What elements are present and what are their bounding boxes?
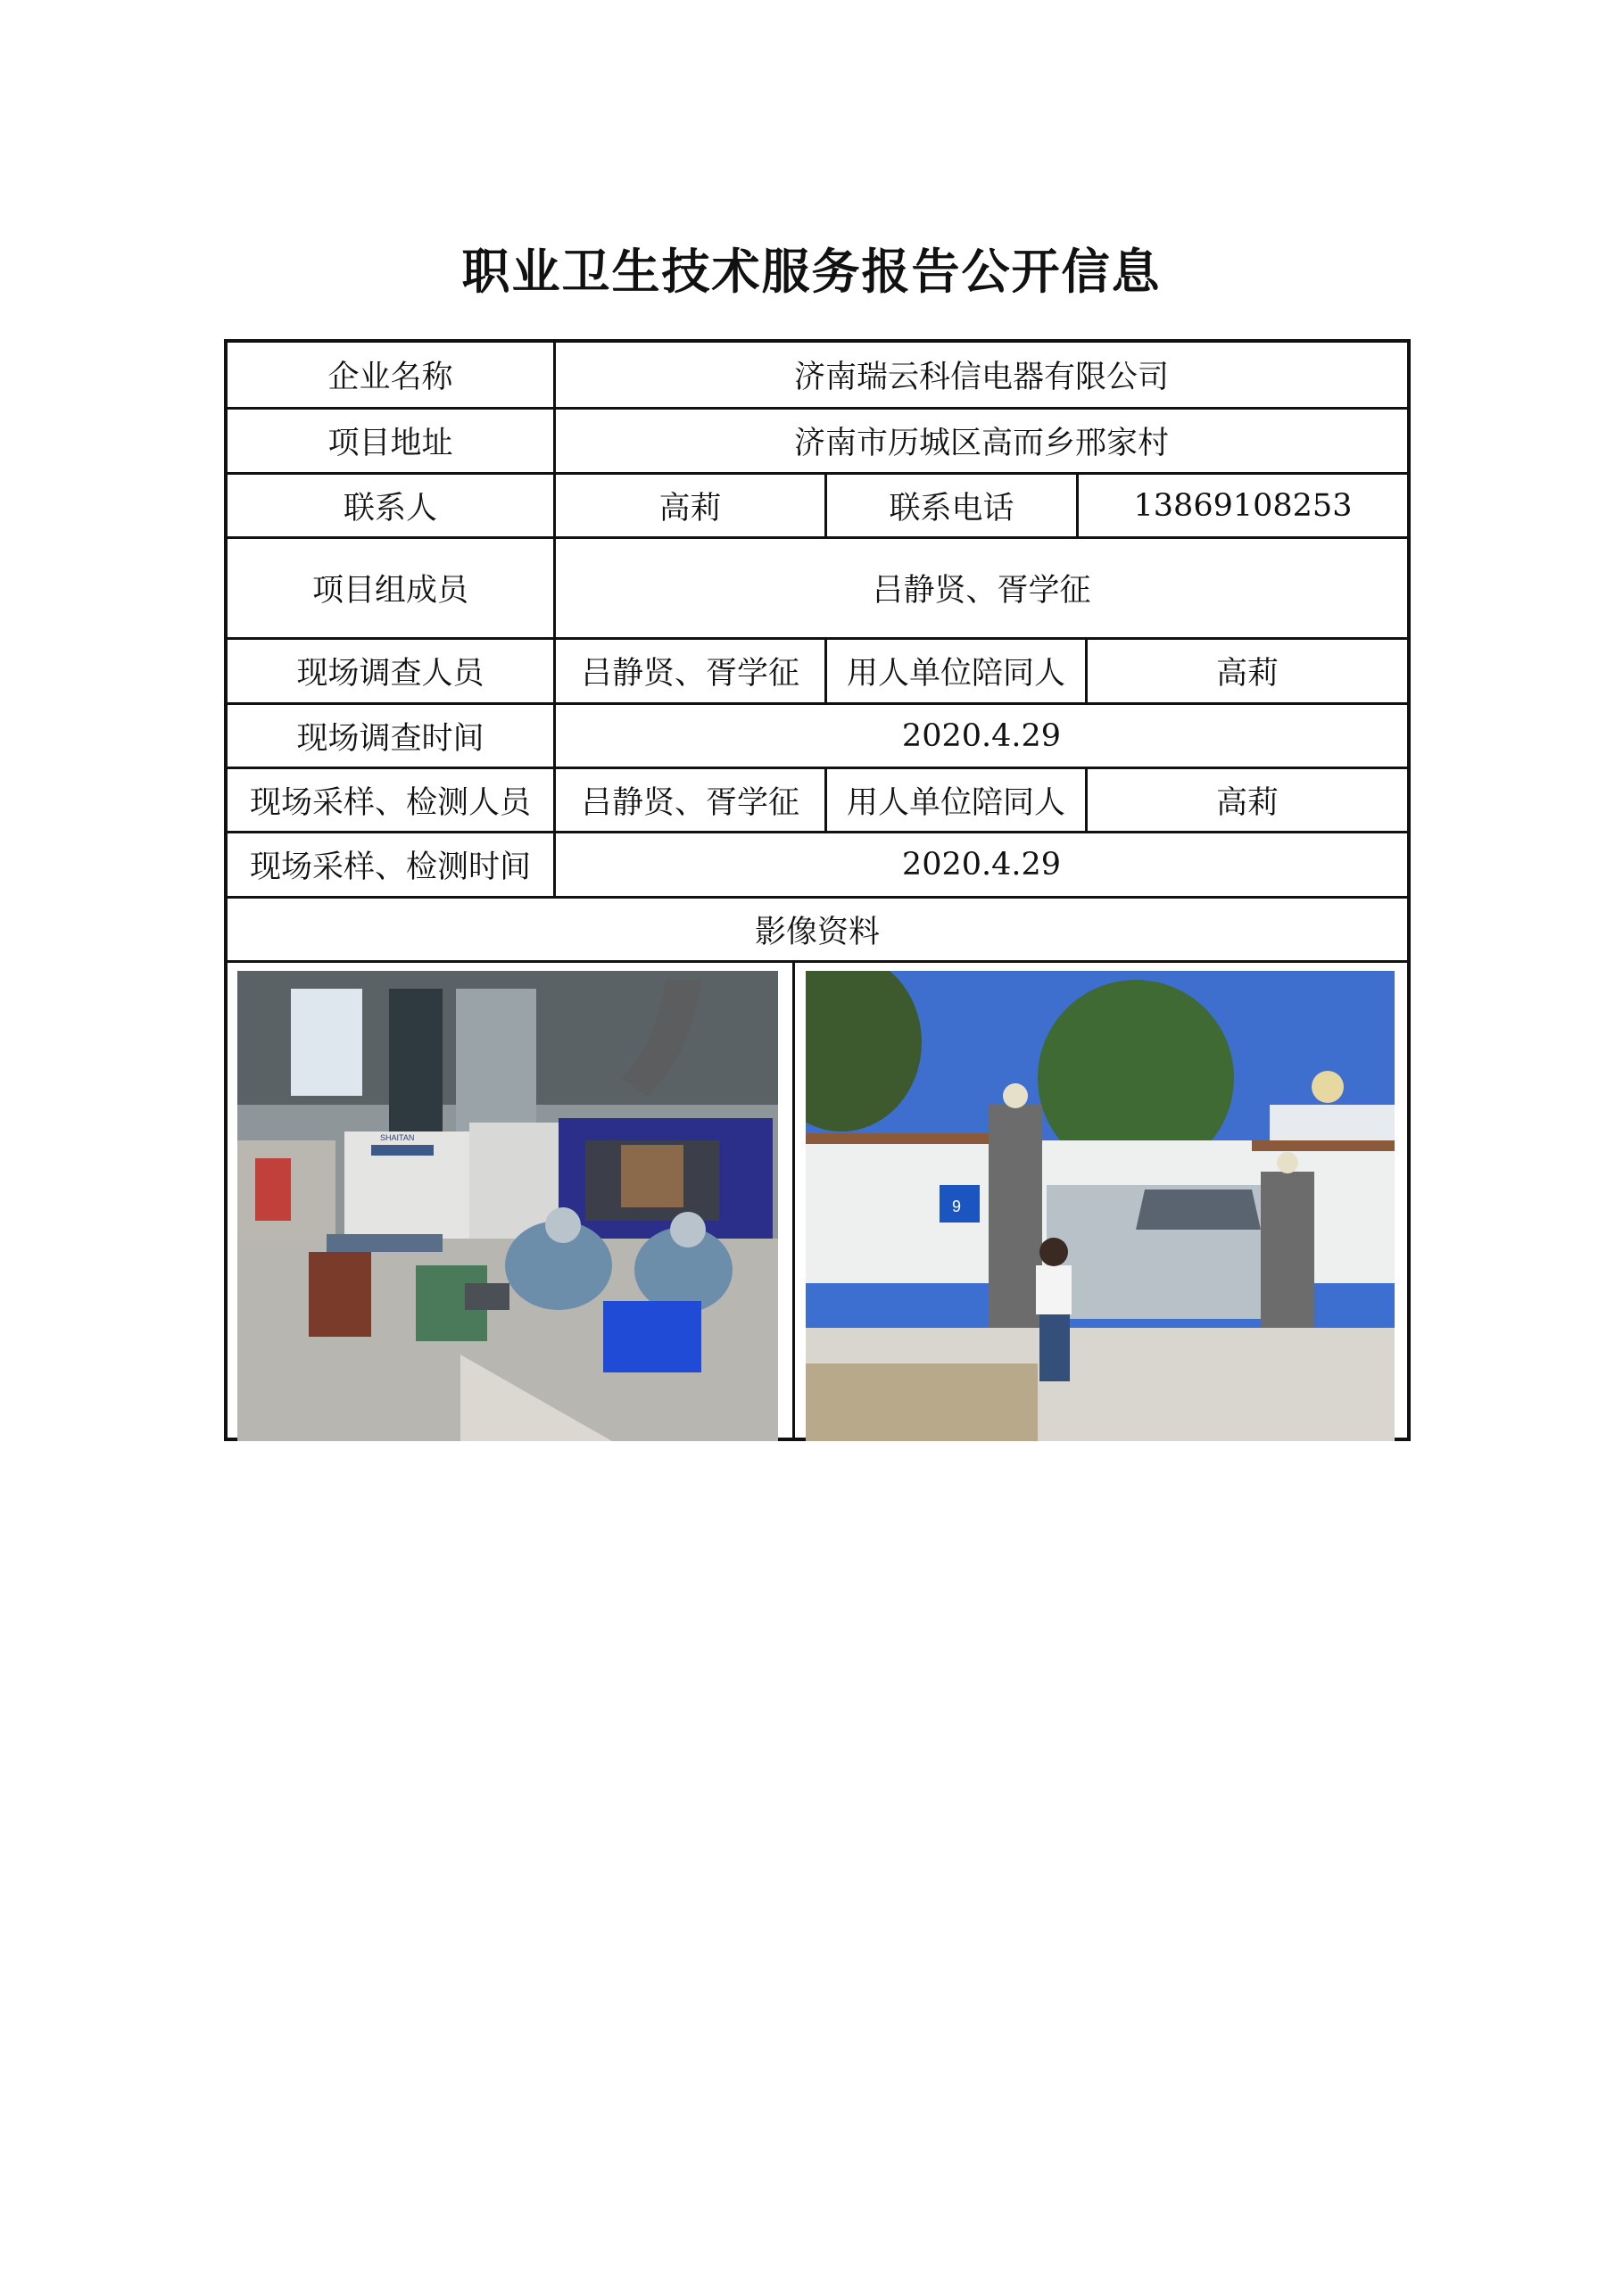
contact-label: 联系人 — [343, 490, 437, 526]
sampling-time-value: 2020.4.29 — [901, 847, 1062, 883]
company-value: 济南瑞云科信电器有限公司 — [793, 360, 1169, 395]
house-number: 9 — [952, 1198, 962, 1215]
survey-time-label: 现场调查时间 — [296, 720, 484, 757]
sampling-companion-label: 用人单位陪同人 — [846, 784, 1065, 821]
images-header: 影像资料 — [754, 914, 880, 950]
address-value: 济南市历城区高而乡邢家村 — [793, 426, 1169, 461]
phone-label: 联系电话 — [889, 490, 1014, 526]
sampling-companion-value: 高莉 — [1215, 784, 1279, 821]
company-label: 企业名称 — [327, 360, 453, 395]
machine-brand-text: SHAITAN — [380, 1133, 415, 1142]
survey-companion-label: 用人单位陪同人 — [846, 656, 1065, 692]
members-label: 项目组成员 — [311, 573, 468, 609]
survey-staff-label: 现场调查人员 — [296, 656, 484, 692]
address-label: 项目地址 — [327, 426, 453, 461]
workshop-photo — [237, 971, 778, 1441]
contact-value: 高莉 — [658, 490, 722, 526]
sampling-staff-value: 吕静贤、胥学征 — [580, 784, 799, 821]
gate-photo — [806, 971, 1395, 1441]
sampling-time-label: 现场采样、检测时间 — [249, 850, 531, 885]
members-value: 吕静贤、胥学征 — [872, 573, 1091, 609]
info-table — [224, 339, 1411, 1441]
column-divider — [792, 963, 795, 1438]
row-divider — [228, 960, 1407, 963]
sampling-staff-label: 现场采样、检测人员 — [249, 784, 531, 821]
survey-time-value: 2020.4.29 — [901, 717, 1062, 754]
phone-value: 13869108253 — [1133, 487, 1353, 524]
page-title: 职业卫生技术服务报告公开信息 — [461, 244, 1162, 300]
survey-staff-value: 吕静贤、胥学征 — [580, 656, 799, 692]
survey-companion-value: 高莉 — [1215, 656, 1279, 692]
